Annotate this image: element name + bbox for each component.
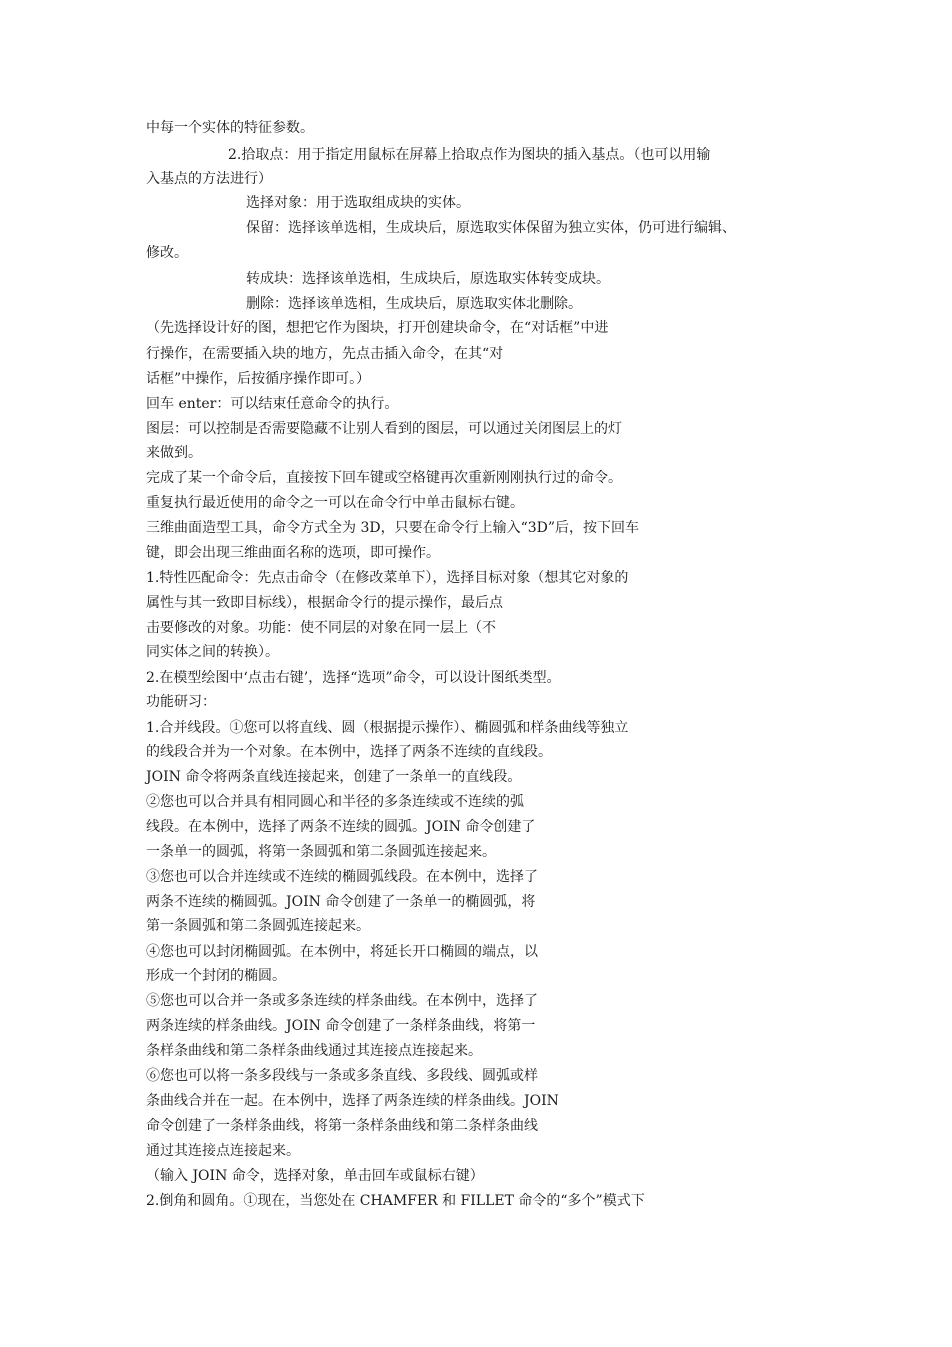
text-line: 行操作，在需要插入块的地方，先点击插入命令，在其“对 [146, 346, 504, 362]
text-line: 一条单一的圆弧，将第一条圆弧和第二条圆弧连接起来。 [146, 844, 496, 860]
text-line: 话框”中操作，后按循序操作即可。） [146, 371, 371, 387]
text-line: 条样条曲线和第二条样条曲线通过其连接点连接起来。 [146, 1043, 482, 1059]
text-line: 回车 enter：可以结束任意命令的执行。 [146, 396, 399, 412]
text-line: 两条不连续的椭圆弧。JOIN 命令创建了一条单一的椭圆弧，将 [146, 894, 536, 910]
text-line: 击要修改的对象。功能：使不同层的对象在同一层上（不 [146, 620, 496, 636]
text-line: 键，即会出现三维曲面名称的选项，即可操作。 [146, 545, 440, 561]
text-line: ④您也可以封闭椭圆弧。在本例中，将延长开口椭圆的端点，以 [146, 944, 538, 960]
text-line: JOIN 命令将两条直线连接起来，创建了一条单一的直线段。 [146, 769, 522, 785]
text-line: 重复执行最近使用的命令之一可以在命令行中单击鼠标右键。 [146, 495, 524, 511]
text-line: 第一条圆弧和第二条圆弧连接起来。 [146, 918, 370, 934]
text-line: 2.拾取点：用于指定用鼠标在屏幕上拾取点作为图块的插入基点。（也可以用输 [228, 147, 711, 163]
text-line: 两条连续的样条曲线。JOIN 命令创建了一条样条曲线，将第一 [146, 1018, 536, 1034]
text-line: 修改。 [146, 245, 188, 261]
text-line: ②您也可以合并具有相同圆心和半径的多条连续或不连续的弧 [146, 794, 524, 810]
text-line: 通过其连接点连接起来。 [146, 1143, 300, 1159]
text-line: （先选择设计好的图，想把它作为图块，打开创建块命令，在“对话框”中进 [146, 320, 609, 336]
text-line: 转成块：选择该单选相，生成块后，原选取实体转变成块。 [246, 271, 610, 287]
text-line: 同实体之间的转换）。 [146, 644, 279, 660]
text-line: 功能研习： [146, 694, 216, 710]
text-line: 中每一个实体的特征参数。 [146, 120, 314, 136]
text-line: ⑥您也可以将一条多段线与一条或多条直线、多段线、圆弧或样 [146, 1068, 538, 1084]
text-line: 删除：选择该单选相，生成块后，原选取实体北删除。 [246, 296, 582, 312]
text-line: 图层：可以控制是否需要隐藏不让别人看到的图层，可以通过关闭图层上的灯 [146, 421, 622, 437]
text-line: 选择对象：用于选取组成块的实体。 [246, 195, 470, 211]
text-line: 形成一个封闭的椭圆。 [146, 968, 286, 984]
text-line: 的线段合并为一个对象。在本例中，选择了两条不连续的直线段。 [146, 744, 552, 760]
text-line: 1.合并线段。①您可以将直线、圆（根据提示操作）、椭圆弧和样条曲线等独立 [146, 720, 629, 736]
text-line: 条曲线合并在一起。在本例中，选择了两条连续的样条曲线。JOIN [146, 1093, 559, 1109]
text-line: 1.特性匹配命令：先点击命令（在修改菜单下），选择目标对象（想其它对象的 [146, 570, 629, 586]
text-line: 属性与其一致即目标线），根据命令行的提示操作，最后点 [146, 595, 503, 611]
text-line: 2.在模型绘图中‘点击右键’，选择“选项”命令，可以设计图纸类型。 [146, 670, 561, 686]
text-line: ⑤您也可以合并一条或多条连续的样条曲线。在本例中，选择了 [146, 993, 538, 1009]
text-line: 完成了某一个命令后，直接按下回车键或空格键再次重新刚刚执行过的命令。 [146, 470, 622, 486]
text-line: （输入 JOIN 命令，选择对象，单击回车或鼠标右键） [146, 1168, 484, 1184]
text-line: 命令创建了一条样条曲线，将第一条样条曲线和第二条样条曲线 [146, 1118, 538, 1134]
text-line: 入基点的方法进行） [146, 171, 272, 187]
text-line: 线段。在本例中，选择了两条不连续的圆弧。JOIN 命令创建了 [146, 819, 536, 835]
text-line: 保留：选择该单选相，生成块后，原选取实体保留为独立实体，仍可进行编辑、 [246, 220, 736, 236]
text-line: 2.倒角和圆角。①现在，当您处在 CHAMFER 和 FILLET 命令的“多个”模式下 [146, 1193, 645, 1209]
text-line: ③您也可以合并连续或不连续的椭圆弧线段。在本例中，选择了 [146, 869, 538, 885]
text-line: 来做到。 [146, 445, 202, 461]
text-line: 三维曲面造型工具，命令方式全为 3D，只要在命令行上输入“3D”后，按下回车 [146, 520, 640, 536]
